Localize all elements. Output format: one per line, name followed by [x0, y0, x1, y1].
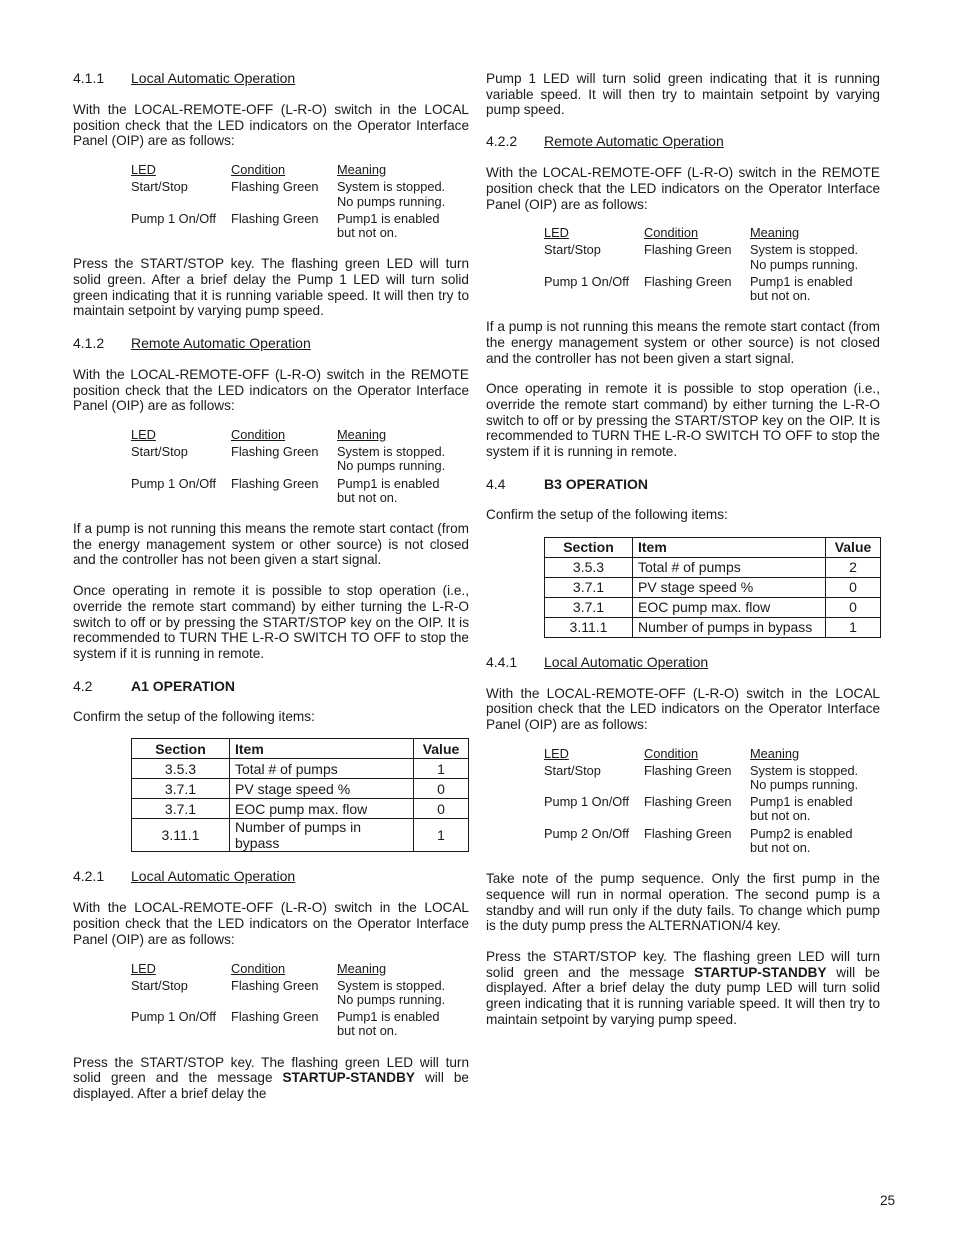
item-cell: Number of pumps in bypass	[633, 617, 826, 637]
led-condition: Flashing Green	[644, 825, 732, 841]
section-cell: 3.11.1	[545, 617, 633, 637]
paragraph: Confirm the setup of the following items:	[73, 708, 315, 724]
section-4-4-1-heading	[486, 654, 880, 670]
section-title: Local Automatic Operation	[131, 868, 296, 885]
table-row	[132, 779, 469, 799]
led-row	[544, 275, 880, 303]
paragraph: If a pump is not running this means the remote start contact (from the energy management system or other source) is not closed and the controller has not been given a start signal.	[73, 521, 469, 568]
item-cell: Total # of pumps	[633, 557, 826, 577]
section-cell: 3.7.1	[545, 577, 633, 597]
led-row	[544, 243, 880, 271]
right-column	[486, 70, 880, 1027]
paragraph: With the LOCAL-REMOTE-OFF (L-R-O) switch in the LOCAL position check that the LED indicators on the Operator Interface Panel (OIP) are as follows:	[73, 102, 469, 149]
section-cell: 3.5.3	[132, 759, 230, 779]
setup-table	[544, 537, 881, 638]
table-row	[545, 617, 881, 637]
led-header-row	[544, 747, 880, 761]
led-col-header: LED	[544, 225, 569, 241]
condition-col-header: Condition	[231, 427, 286, 443]
led-meaning: Pump1 is enabled but not on.	[750, 273, 853, 304]
table-row	[132, 759, 469, 779]
value-cell: 1	[414, 759, 469, 779]
value-cell: 2	[826, 557, 881, 577]
section-title: Local Automatic Operation	[131, 70, 296, 86]
left-column	[73, 70, 469, 1102]
value-header: Value	[826, 537, 881, 557]
led-condition: Flashing Green	[231, 977, 319, 993]
led-row	[131, 979, 469, 1007]
value-cell: 0	[826, 577, 881, 597]
led-row	[131, 1010, 469, 1038]
condition-col-header: Condition	[644, 745, 699, 761]
led-col-header: LED	[544, 745, 569, 761]
paragraph: With the LOCAL-REMOTE-OFF (L-R-O) switch in the REMOTE position check that the LED indicators on the Operator Interface Panel (OIP) are as follows:	[486, 165, 880, 212]
paragraph: With the LOCAL-REMOTE-OFF (L-R-O) switch in the LOCAL position check that the LED indicators on the Operator Interface Panel (OIP) are as follows:	[73, 900, 469, 947]
section-4-2-2-heading	[486, 133, 880, 149]
led-row	[131, 445, 469, 473]
paragraph: Pump 1 LED will turn solid green indicating that it is running variable speed. It will then try to maintain setpoint by varying pump speed.	[486, 71, 880, 118]
item-cell: EOC pump max. flow	[633, 597, 826, 617]
paragraph: Once operating in remote it is possible to stop operation (i.e., override the remote start command) by either turning the L-R-O switch to off or by pressing the START/STOP key on the OIP. It is recommended to TURN THE L-R-O SWITCH TO OFF to stop the system if it is running in remote.	[73, 583, 469, 661]
led-name: Pump 1 On/Off	[131, 1009, 217, 1025]
condition-col-header: Condition	[231, 960, 286, 976]
value-cell: 0	[826, 597, 881, 617]
led-meaning: System is stopped. No pumps running.	[750, 242, 859, 272]
paragraph: Once operating in remote it is possible to stop operation (i.e., override the remote start command) by either turning the L-R-O switch to off or by pressing the START/STOP key on the OIP. It is recommended to TURN THE L-R-O SWITCH TO OFF to stop the system if it is running in remote.	[486, 381, 880, 460]
led-row	[131, 212, 469, 240]
table-row	[132, 819, 469, 852]
led-header-row	[131, 428, 469, 442]
led-col-header: LED	[131, 427, 156, 443]
led-condition: Flashing Green	[231, 444, 319, 460]
item-cell: Total # of pumps	[230, 759, 414, 779]
paragraph: Confirm the setup of the following items:	[486, 506, 728, 522]
section-4-1-2-heading	[73, 335, 469, 351]
led-name: Start/Stop	[131, 444, 188, 460]
led-row	[544, 795, 880, 823]
led-meaning: System is stopped. No pumps running.	[750, 762, 859, 793]
section-number: 4.2.2	[486, 133, 518, 150]
paragraph: If a pump is not running this means the remote start contact (from the energy management system or other source) is not closed and the controller has not been given a start signal.	[486, 319, 880, 366]
led-col-header: LED	[131, 162, 156, 178]
section-number: 4.4.1	[486, 653, 518, 670]
item-cell: PV stage speed %	[230, 779, 414, 799]
led-header-row	[131, 962, 469, 976]
table-row	[132, 799, 469, 819]
section-header: Section	[132, 739, 230, 759]
led-meaning: System is stopped. No pumps running.	[337, 977, 446, 1007]
section-title: Remote Automatic Operation	[131, 334, 311, 351]
section-title: Remote Automatic Operation	[544, 133, 724, 150]
value-cell: 0	[414, 799, 469, 819]
led-meaning: Pump2 is enabled but not on.	[750, 825, 853, 855]
led-name: Pump 1 On/Off	[131, 475, 217, 491]
section-4-1-1-heading	[73, 70, 469, 86]
section-number: 4.1.2	[73, 334, 105, 351]
led-name: Start/Stop	[131, 179, 188, 195]
section-cell: 3.5.3	[545, 557, 633, 577]
meaning-col-header: Meaning	[337, 162, 387, 178]
table-row	[545, 557, 881, 577]
paragraph: With the LOCAL-REMOTE-OFF (L-R-O) switch in the REMOTE position check that the LED indicators on the Operator Interface Panel (OIP) are as follows:	[73, 366, 469, 414]
meaning-col-header: Meaning	[750, 225, 800, 241]
section-header: Section	[545, 537, 633, 557]
paragraph: With the LOCAL-REMOTE-OFF (L-R-O) switch in the LOCAL position check that the LED indicators on the Operator Interface Panel (OIP) are as follows:	[486, 685, 880, 732]
section-number: 4.1.1	[73, 70, 105, 86]
led-header-row	[544, 226, 880, 240]
item-cell: PV stage speed %	[633, 577, 826, 597]
paragraph: Press the START/STOP key. The flashing green LED will turn solid green and the message STARTUP-STANDBY will be displayed. After a brief delay the	[73, 1054, 469, 1101]
section-4-2-heading	[73, 678, 469, 694]
led-name: Pump 2 On/Off	[544, 825, 630, 841]
item-header: Item	[633, 537, 826, 557]
meaning-col-header: Meaning	[337, 427, 387, 443]
led-table	[544, 226, 880, 303]
led-meaning: Pump1 is enabled but not on.	[337, 475, 440, 505]
item-cell: EOC pump max. flow	[230, 799, 414, 819]
led-name: Start/Stop	[544, 242, 601, 258]
paragraph: Press the START/STOP key. The flashing green LED will turn solid green and the message STARTUP-STANDBY will be displayed. After a brief delay the duty pump LED will turn solid green indicating that it is running variable speed. It will then try to maintain setpoint by varying pump speed.	[486, 948, 880, 1027]
item-header: Item	[230, 739, 414, 759]
led-condition: Flashing Green	[231, 210, 319, 226]
led-col-header: LED	[131, 960, 156, 976]
message-text: STARTUP-STANDBY	[282, 1070, 415, 1086]
led-table	[131, 962, 469, 1039]
section-number: 4.4	[486, 475, 506, 492]
led-table	[131, 163, 469, 240]
led-meaning: System is stopped. No pumps running.	[337, 179, 446, 209]
section-4-2-1-heading	[73, 868, 469, 884]
value-cell: 0	[414, 779, 469, 799]
setup-table	[131, 738, 469, 852]
condition-col-header: Condition	[231, 162, 286, 178]
meaning-col-header: Meaning	[750, 745, 800, 761]
message-text: STARTUP-STANDBY	[694, 964, 827, 980]
section-number: 4.2	[73, 677, 93, 694]
paragraph: Press the START/STOP key. The flashing green LED will turn solid green. After a brief delay the Pump 1 LED will turn solid green indicating that it is running variable speed. It will then try to maintain setpoint by varying pump speed.	[73, 256, 469, 319]
led-row	[131, 180, 469, 208]
paragraph: Take note of the pump sequence. Only the first pump in the sequence will run in normal operation. The second pump is a standby and will run only if the duty fails. To change which pump is the duty pump press the ALTERNATION/4 key.	[486, 871, 880, 934]
page-number: 25	[880, 1193, 896, 1208]
section-cell: 3.7.1	[132, 779, 230, 799]
meaning-col-header: Meaning	[337, 960, 387, 976]
led-name: Start/Stop	[544, 762, 601, 778]
led-row	[544, 827, 880, 855]
table-header-row	[132, 739, 469, 759]
led-condition: Flashing Green	[231, 475, 319, 491]
led-name: Pump 1 On/Off	[544, 273, 630, 289]
table-row	[545, 597, 881, 617]
led-table	[544, 747, 880, 855]
section-cell: 3.7.1	[545, 597, 633, 617]
led-row	[544, 764, 880, 792]
section-4-4-heading	[486, 476, 880, 492]
condition-col-header: Condition	[644, 225, 699, 241]
led-meaning: System is stopped. No pumps running.	[337, 444, 446, 474]
section-title: A1 OPERATION	[131, 677, 235, 694]
led-meaning: Pump1 is enabled but not on.	[750, 794, 853, 824]
value-cell: 1	[826, 617, 881, 637]
led-name: Start/Stop	[131, 977, 188, 993]
value-cell: 1	[414, 819, 469, 852]
section-number: 4.2.1	[73, 868, 105, 885]
led-condition: Flashing Green	[231, 179, 319, 195]
led-row	[131, 477, 469, 505]
table-header-row	[545, 537, 881, 557]
led-meaning: Pump1 is enabled but not on.	[337, 210, 440, 240]
section-cell: 3.7.1	[132, 799, 230, 819]
section-title: Local Automatic Operation	[544, 653, 709, 670]
led-header-row	[131, 163, 469, 177]
led-condition: Flashing Green	[644, 273, 732, 289]
item-cell: Number of pumps in bypass	[230, 819, 414, 852]
led-name: Pump 1 On/Off	[544, 794, 630, 810]
led-condition: Flashing Green	[644, 242, 732, 258]
table-row	[545, 577, 881, 597]
led-name: Pump 1 On/Off	[131, 210, 217, 226]
led-condition: Flashing Green	[644, 762, 732, 778]
led-condition: Flashing Green	[644, 794, 732, 810]
led-condition: Flashing Green	[231, 1009, 319, 1025]
section-cell: 3.11.1	[132, 819, 230, 852]
section-title: B3 OPERATION	[544, 475, 648, 492]
value-header: Value	[414, 739, 469, 759]
led-meaning: Pump1 is enabled but not on.	[337, 1009, 440, 1039]
led-table	[131, 428, 469, 505]
